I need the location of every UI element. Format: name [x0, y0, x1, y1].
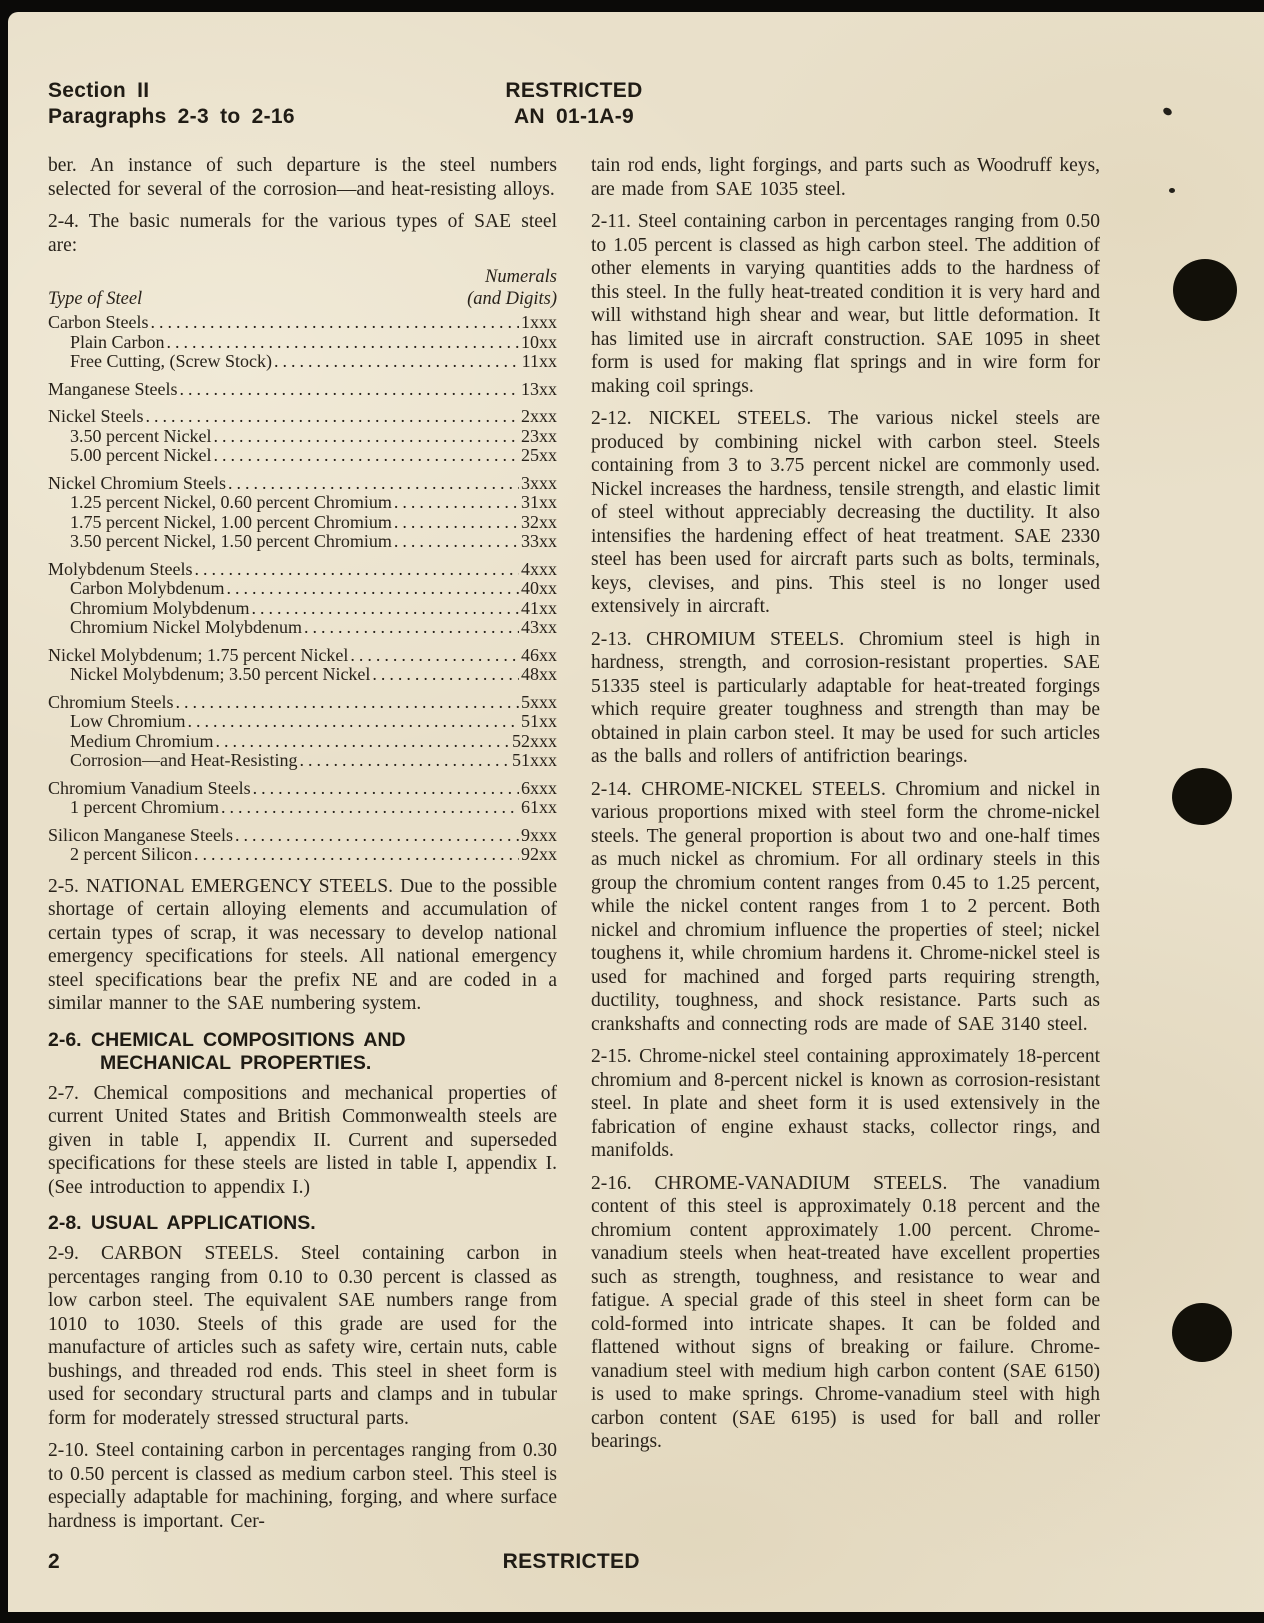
- classification-header: [505, 78, 642, 130]
- binding-hole: [1172, 1303, 1232, 1362]
- binding-hole: [1168, 764, 1235, 829]
- dot-leader: [149, 313, 520, 333]
- paragraph-2-14: 2-14. CHROME-NICKEL STEELS. Chromium and nickel in various proportions mixed with steel form the chrome-nickel steels. The general proportion is about two and one-half times as much nickel as chromium. For all ordinary steels in this group the chromium content ranges from 0.45 to 1.25 percent, while the nickel content ranges from 1 to 2 percent. Both nickel and chromium influence the properties of steel; nickel toughens it, while chromium hardens it. Chrome-nickel steel is used for machined and forged parts requiring strength, ductility, toughness, and shock resistance. Parts such as crankshafts and connecting rods are made of SAE 3140 steel.: [591, 778, 1100, 1035]
- binding-hole: [1173, 259, 1237, 321]
- table-row: Molybdenum Steels ..... 4xxx: [48, 560, 557, 580]
- right-column: [591, 154, 1100, 1542]
- table-row: Carbon Steels ..... 1xxx: [48, 313, 557, 333]
- dot-leader: [302, 618, 519, 638]
- ink-speck: [1162, 106, 1173, 117]
- ink-speck: [1169, 188, 1175, 193]
- numerals-column-header: Numerals: [485, 267, 557, 287]
- paragraph-2-13: 2-13. CHROMIUM STEELS. Chromium steel is high in hardness, strength, and corrosion-resistant properties. SAE 51335 steel is particularly adaptable for heat-treated forgings which require greater toughness and strength than may be obtained in plain carbon steel. It may be used for such articles as the balls and rollers of antifriction bearings.: [591, 628, 1100, 767]
- dot-leader: [272, 352, 520, 372]
- document-number: AN 01-1A-9: [513, 105, 635, 128]
- dot-leader: [225, 579, 520, 599]
- footer-classification: RESTRICTED: [502, 1550, 640, 1573]
- paragraph-2-12: 2-12. NICKEL STEELS. The various nickel steels are produced by combining nickel with carbon steel. Steels containing from 3 to 3.75 percent nickel are commonly used. Nickel increases the hardness, tensile strength, and elastic limit of steel without appreciably decreasing the ductility. It also intensifies the hardening effect of heat treatment. SAE 2330 steel has been used for aircraft parts such as bolts, terminals, keys, clevises, and pins. This steel is no longer used extensively in aircraft.: [591, 408, 1100, 617]
- dot-leader: [165, 333, 520, 353]
- dot-leader: [251, 779, 519, 799]
- paragraph-continuation: ber. An instance of such departure is the steel numbers selected for several of the corrosion—and heat-resisting alloys.: [48, 155, 557, 200]
- paragraph-2-15: 2-15. Chrome-nickel steel containing approximately 18-percent chromium and 8-percent nickel is known as corrosion-resistant steel. In plate and sheet form it is used extensively in the fabrication of engine exhaust stacks, collector rings, and manifolds.: [591, 1046, 1100, 1161]
- dot-leader: [193, 560, 520, 580]
- dot-leader: [211, 427, 519, 447]
- dot-leader: [186, 712, 520, 732]
- dot-leader: [297, 751, 510, 771]
- dot-leader: [226, 474, 519, 494]
- dot-leader: [348, 646, 519, 666]
- paper-page: [8, 12, 1264, 1612]
- table-row: 2 percent Silicon ..... 92xx: [48, 845, 557, 865]
- table-row: Low Chromium ..... 51xx: [48, 712, 557, 732]
- dot-leader: [174, 693, 520, 713]
- page-header: [48, 78, 1100, 132]
- classification-label: RESTRICTED: [505, 79, 643, 102]
- dot-leader: [219, 798, 519, 818]
- dot-leader: [392, 532, 519, 552]
- table-row: Chromium Steels ..... 5xxx: [48, 693, 557, 713]
- table-row: Chromium Nickel Molybdenum ..... 43xx: [48, 618, 557, 638]
- heading-2-6: 2-6. CHEMICAL COMPOSITIONS AND MECHANICAL PROPERTIES.: [48, 1028, 406, 1074]
- left-column: [48, 154, 557, 1542]
- dot-leader: [392, 493, 519, 513]
- table-row: Corrosion—and Heat-Resisting ..... 51xxx: [48, 751, 557, 771]
- table-row: 5.00 percent Nickel ..... 25xx: [48, 446, 557, 466]
- table-row: 1.25 percent Nickel, 0.60 percent Chromium ..... 31xx: [48, 493, 557, 513]
- dot-leader: [214, 732, 511, 752]
- heading-2-8: 2-8. USUAL APPLICATIONS.: [48, 1212, 316, 1234]
- page-number: 2: [48, 1550, 60, 1573]
- page-content: [48, 78, 1100, 1542]
- table-row: Medium Chromium ..... 52xxx: [48, 732, 557, 752]
- dot-leader: [192, 845, 519, 865]
- page-footer: [48, 1550, 1100, 1576]
- table-row: Free Cutting, (Screw Stock) ..... 11xx: [48, 352, 557, 372]
- dot-leader: [143, 407, 519, 427]
- paragraph-2-10: 2-10. Steel containing carbon in percentages ranging from 0.30 to 0.50 percent is classed as medium carbon steel. This steel is especially adaptable for machining, forging, and where surface hardness is important. Cer-: [48, 1440, 557, 1532]
- table-row: Carbon Molybdenum ..... 40xx: [48, 579, 557, 599]
- dot-leader: [370, 665, 519, 685]
- table-row: Nickel Chromium Steels ..... 3xxx: [48, 474, 557, 494]
- paragraph-2-7: 2-7. Chemical compositions and mechanical properties of current United States and British Commonwealth steels are given in table I, appendix II. Current and superseded specifications for these steels are listed in table I, appendix I. (See introduction to appendix I.): [48, 1082, 557, 1198]
- sae-numerals-table: [48, 266, 557, 865]
- dot-leader: [250, 599, 520, 619]
- paragraph-2-11: 2-11. Steel containing carbon in percentages ranging from 0.50 to 1.05 percent is classed as high carbon steel. The addition of other elements in varying quantities adds to the hardness of this steel. In the fully heat-treated condition it is very hard and will withstand high shear and wear, but little deformation. It has limited use in aircraft construction. SAE 1095 in sheet form is used for making flat springs and in wire form for making coil springs.: [591, 211, 1100, 397]
- table-column-headers: [48, 288, 557, 310]
- table-row: 3.50 percent Nickel ..... 23xx: [48, 427, 557, 447]
- paragraph-2-5: 2-5. NATIONAL EMERGENCY STEELS. Due to the possible shortage of certain alloying elements and accumulation of certain types of scrap, it was necessary to develop national emergency specifications for steels. All national emergency steel specifications bear the prefix NE and are coded in a similar manner to the SAE numbering system.: [48, 875, 557, 1014]
- type-of-steel-header: Type of Steel: [48, 289, 143, 309]
- dot-leader: [211, 446, 519, 466]
- table-row: 1.75 percent Nickel, 1.00 percent Chromium ..... 32xx: [48, 513, 557, 533]
- table-row: Chromium Molybdenum ..... 41xx: [48, 599, 557, 619]
- paragraph-2-9: 2-9. CARBON STEELS. Steel containing carbon in percentages ranging from 0.10 to 0.30 percent is classed as low carbon steel. The equivalent SAE numbers range from 1010 to 1030. Steels of this grade are used for the manufacture of articles such as safety wire, certain nuts, cable bushings, and threaded rod ends. This steel in sheet form is used for secondary structural parts and clamps and in tubular form for moderately stressed structural parts.: [48, 1243, 557, 1429]
- paragraph-2-10-continuation: tain rod ends, light forgings, and parts such as Woodruff keys, are made from SAE 1035 steel.: [591, 155, 1100, 200]
- dot-leader: [233, 826, 519, 846]
- section-title: Section II: [48, 79, 150, 102]
- table-row: Nickel Molybdenum; 3.50 percent Nickel ..... 48xx: [48, 665, 557, 685]
- and-digits-header: (and Digits): [467, 289, 557, 309]
- table-row: Manganese Steels ..... 13xx: [48, 380, 557, 400]
- two-column-body: [48, 154, 1100, 1542]
- paragraph-2-4: 2-4. The basic numerals for the various types of SAE steel are:: [48, 211, 557, 256]
- table-row: Silicon Manganese Steels ..... 9xxx: [48, 826, 557, 846]
- dot-leader: [177, 380, 519, 400]
- table-row: 3.50 percent Nickel, 1.50 percent Chromium ..... 33xx: [48, 532, 557, 552]
- table-row: Nickel Molybdenum; 1.75 percent Nickel ..... 46xx: [48, 646, 557, 666]
- table-row: Plain Carbon ..... 10xx: [48, 333, 557, 353]
- paragraph-range: Paragraphs 2-3 to 2-16: [48, 105, 295, 128]
- table-row: Chromium Vanadium Steels ..... 6xxx: [48, 779, 557, 799]
- paragraph-2-16: 2-16. CHROME-VANADIUM STEELS. The vanadium content of this steel is approximately 0.18 percent and the chromium content approximately 1.00 percent. Chrome-vanadium steels when heat-treated have excellent properties such as strength, toughness, and resistance to wear and fatigue. A special grade of this steel in sheet form can be cold-formed into intricate shapes. It can be folded and flattened without signs of breaking or failure. Chrome-vanadium steel with medium high carbon content (SAE 6150) is used to make springs. Chrome-vanadium steel with high carbon content (SAE 6195) is used for ball and roller bearings.: [591, 1172, 1100, 1452]
- table-row: Nickel Steels ..... 2xxx: [48, 407, 557, 427]
- table-row: 1 percent Chromium ..... 61xx: [48, 798, 557, 818]
- dot-leader: [392, 513, 519, 533]
